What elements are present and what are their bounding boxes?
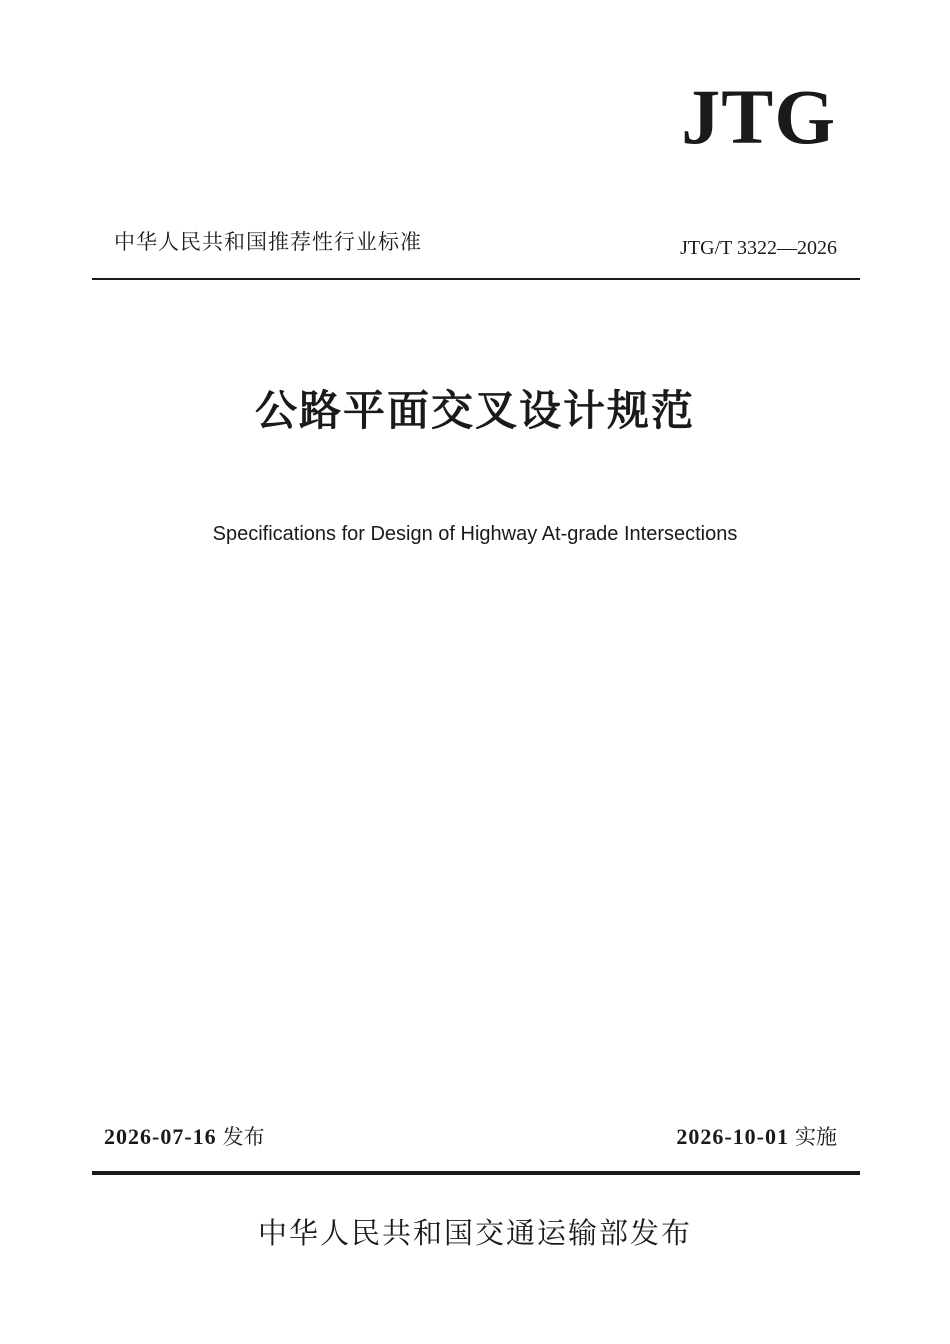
issue-label: 发布 <box>222 1125 265 1149</box>
document-title-english: Specifications for Design of Highway At-grade Intersections <box>212 523 738 545</box>
standard-number: JTG/T 3322—2026 <box>680 237 837 259</box>
jtg-logo: JTG <box>681 73 836 160</box>
issue-date-block <box>104 1126 265 1148</box>
publisher: 中华人民共和国交通运输部发布 <box>257 1216 692 1250</box>
standard-category: 中华人民共和国推荐性行业标准 <box>114 230 422 254</box>
effective-date: 2026-10-01 <box>676 1124 789 1149</box>
document-title-chinese: 公路平面交叉设计规范 <box>254 386 695 435</box>
effective-label: 实施 <box>795 1125 837 1149</box>
issue-date: 2026-07-16 <box>104 1124 217 1149</box>
bottom-divider <box>92 1171 860 1175</box>
effective-date-block <box>676 1126 837 1148</box>
top-divider <box>92 278 860 280</box>
